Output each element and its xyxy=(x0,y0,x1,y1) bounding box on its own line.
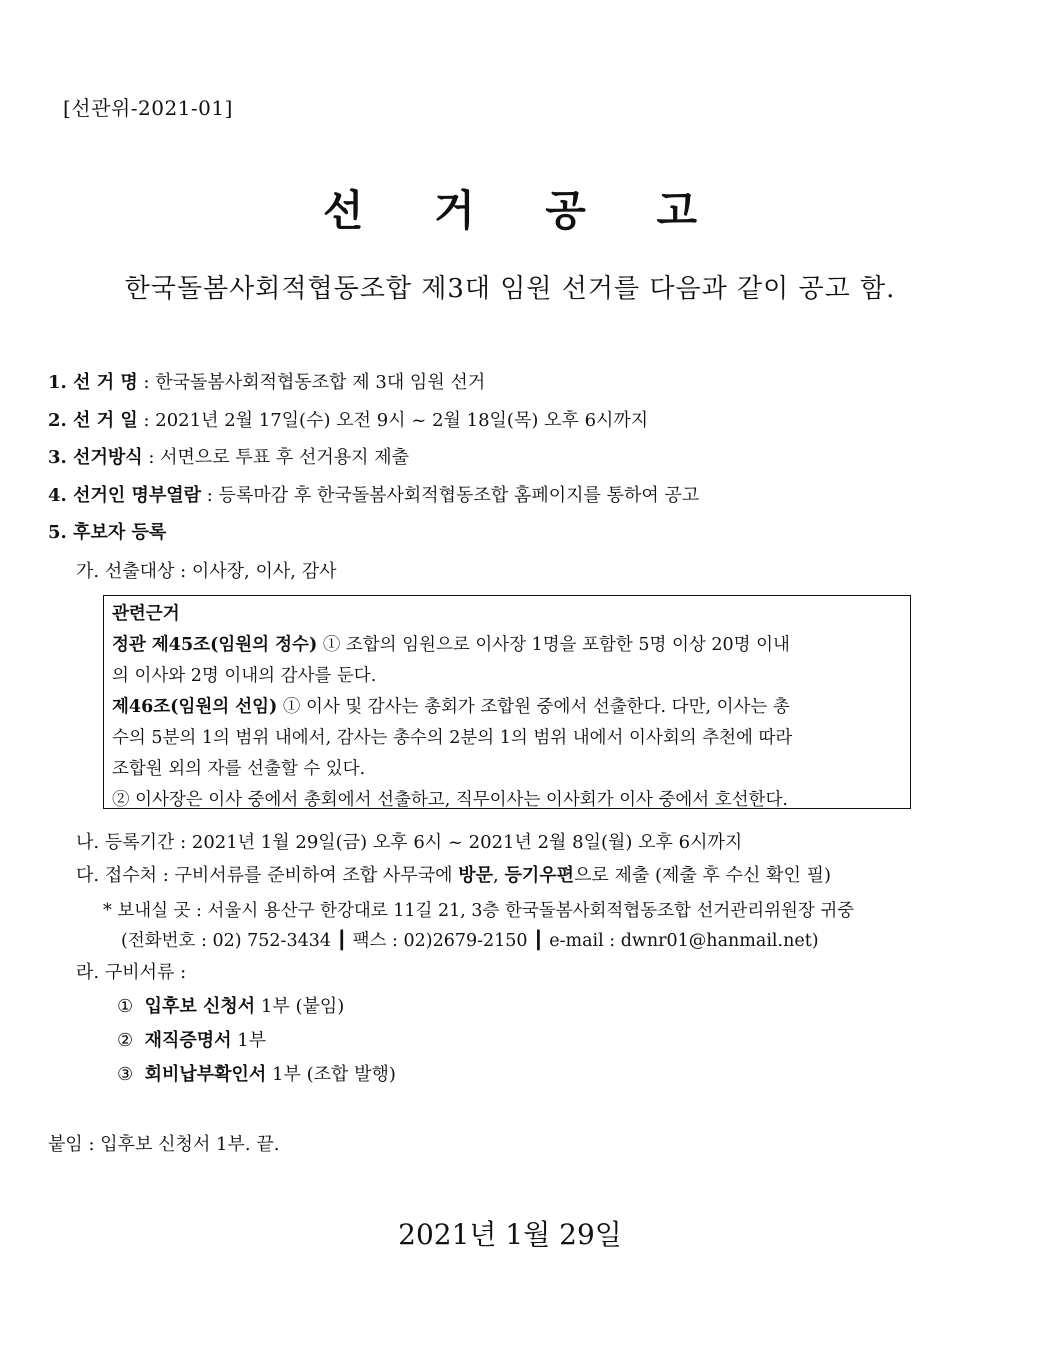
page-subtitle: 한국돌봄사회적협동조합 제3대 임원 선거를 다음과 같이 공고 함. xyxy=(124,274,896,304)
reception-info: 다. 접수처 : 구비서류를 준비하여 조합 사무국에 방문, 등기우편으로 제출 (제출 후 수신 확인 필) xyxy=(76,865,832,886)
article-45-cont: 의 이사와 2명 이내의 감사를 둔다. xyxy=(112,666,377,686)
notice-date: 2021년 1월 29일 xyxy=(398,1218,622,1251)
notice-code: [선관위-2021-01] xyxy=(63,96,233,120)
item-candidate-registration: 5. 후보자 등록 xyxy=(48,522,167,543)
page-title: 선 거 공 고 xyxy=(322,186,726,235)
article-46-cont: 수의 5분의 1의 범위 내에서, 감사는 총수의 2분의 1의 범위 내에서 이사회의 추천에 따라 xyxy=(112,728,793,748)
article-46-cont2: 조합원 외의 자를 선출할 수 있다. xyxy=(112,759,366,779)
item-election-date: 2. 선 거 일 : 2021년 2월 17일(수) 오전 9시 ~ 2월 18일(목) 오후 6시까지 xyxy=(48,410,649,431)
item-voter-list: 4. 선거인 명부열람 : 등록마감 후 한국돌봄사회적협동조합 홈페이지를 통하여 공고 xyxy=(48,485,700,506)
item-election-method: 3. 선거방식 : 서면으로 투표 후 선거용지 제출 xyxy=(48,447,410,468)
article-45: 정관 제45조(임원의 정수) ① 조합의 임원으로 이사장 1명을 포함한 5명 이상 20명 이내 xyxy=(112,635,790,655)
contact-info: (전화번호 : 02) 752-3434 ┃ 팩스 : 02)2679-2150 ┃ e-mail : dwnr01@hanmail.net) xyxy=(121,931,819,951)
article-46-item2: ② 이사장은 이사 중에서 총회에서 선출하고, 직무이사는 이사회가 이사 중에서 호선한다. xyxy=(112,790,788,810)
legal-basis-box xyxy=(103,595,911,809)
attachment-note: 붙임 : 입후보 신청서 1부. 끝. xyxy=(48,1134,280,1155)
mailing-address: * 보내실 곳 : 서울시 용산구 한강대로 11길 21, 3층 한국돌봄사회적협동조합 선거관리위원장 귀중 xyxy=(103,901,855,921)
article-46: 제46조(임원의 선임) ① 이사 및 감사는 총회가 조합원 중에서 선출한다. 다만, 이사는 총 xyxy=(112,697,790,717)
document-item: ② 재직증명서 1부 xyxy=(117,1030,267,1051)
document-item: ③ 회비납부확인서 1부 (조합 발행) xyxy=(117,1064,396,1085)
registration-period: 나. 등록기간 : 2021년 1월 29일(금) 오후 6시 ~ 2021년 2월 8일(월) 오후 6시까지 xyxy=(76,832,743,853)
election-target: 가. 선출대상 : 이사장, 이사, 감사 xyxy=(76,561,337,582)
documents-heading: 라. 구비서류 : xyxy=(76,962,187,983)
item-election-name: 1. 선 거 명 : 한국돌봄사회적협동조합 제 3대 임원 선거 xyxy=(48,372,486,393)
document-item: ① 입후보 신청서 1부 (붙임) xyxy=(117,996,345,1017)
basis-heading: 관련근거 xyxy=(112,604,180,624)
